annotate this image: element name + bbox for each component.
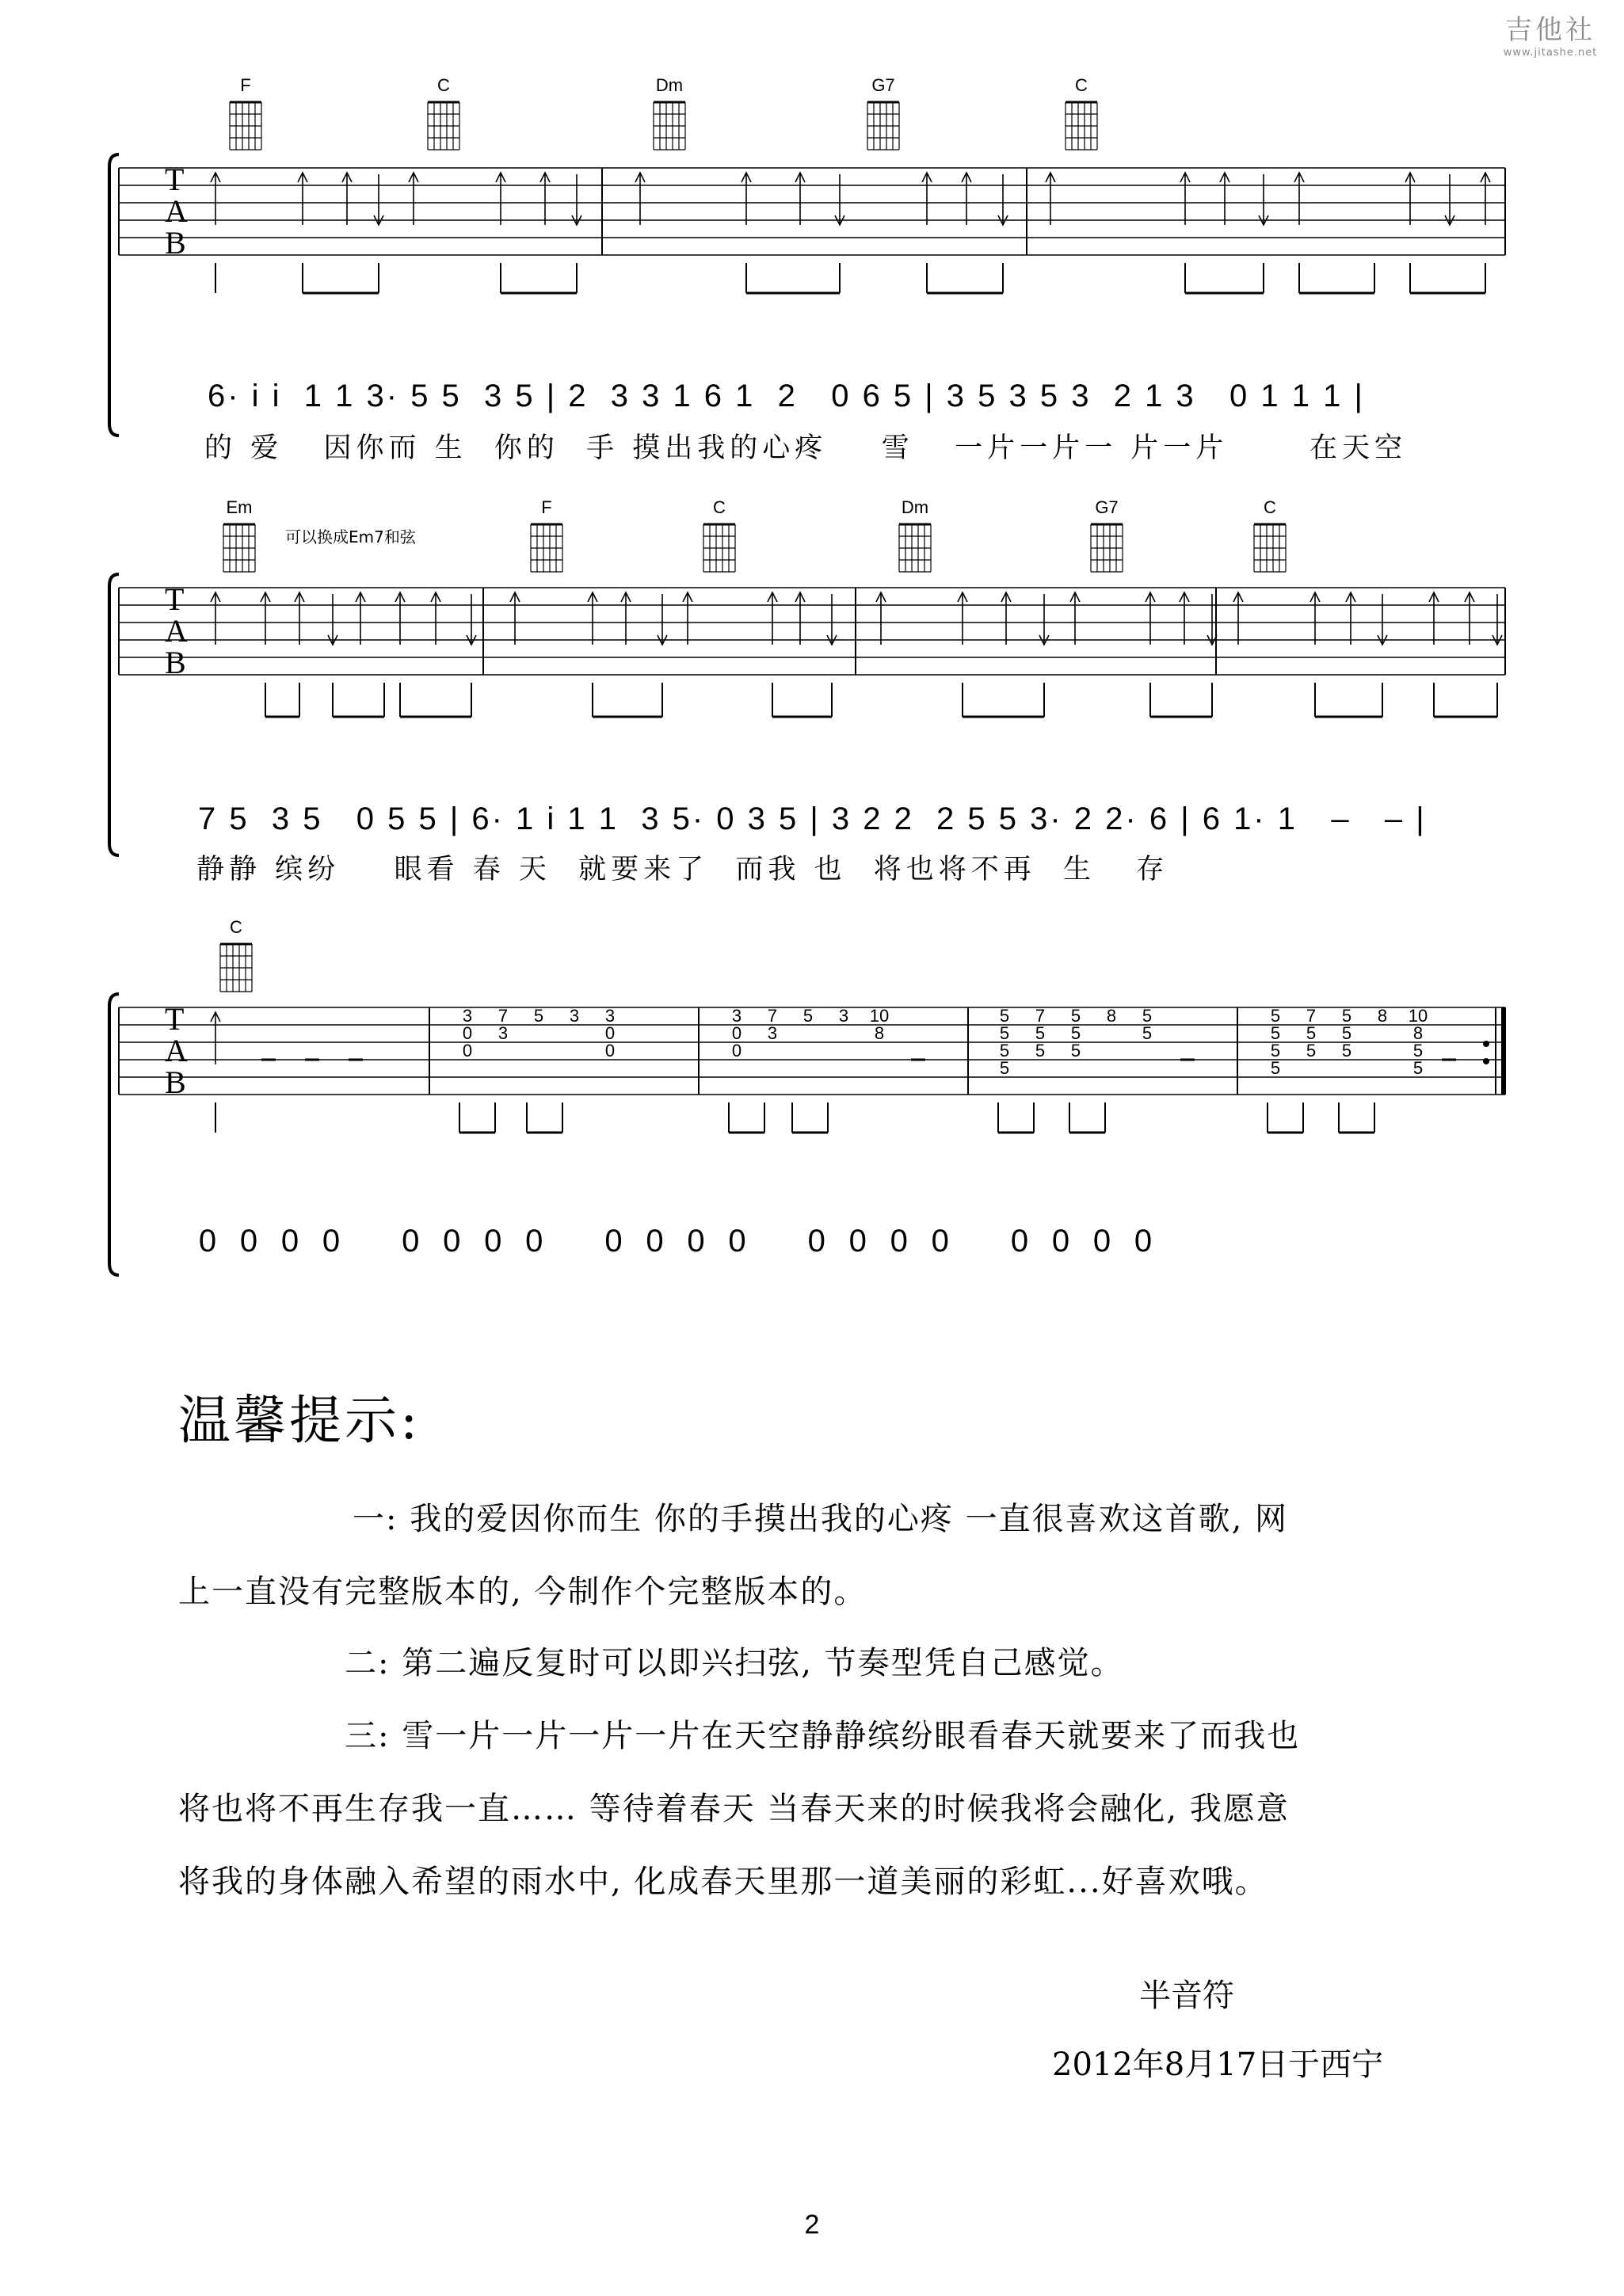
chord-name: G7: [1095, 497, 1119, 517]
tab-fret-number: 5: [1341, 1041, 1352, 1060]
tab-fret-number: 0: [731, 1041, 742, 1060]
tab-clef-letter: T: [165, 581, 185, 617]
tab-fret-number: 10: [869, 1006, 890, 1026]
tab-fret-number: 5: [1412, 1058, 1424, 1078]
tab-fret-number: 0: [604, 1041, 616, 1060]
tab-fret-number: 5: [1306, 1023, 1317, 1043]
tab-fret-number: 3: [731, 1006, 742, 1026]
tips-line: 上一直没有完整版本的, 今制作个完整版本的。: [178, 1574, 867, 1610]
chord-name: C: [230, 917, 242, 937]
rhythm-digit: 0: [525, 1224, 543, 1258]
chord-grid-icon: [212, 938, 260, 1000]
system-bracket: [109, 994, 119, 1275]
tab-fret-number: 3: [838, 1006, 849, 1026]
tab-fret-number: 5: [1142, 1006, 1153, 1026]
author-name: 半音符: [1139, 1978, 1234, 2014]
tab-fret-number: 5: [1035, 1023, 1046, 1043]
chord-name: F: [541, 497, 552, 517]
tab-fret-number: 7: [497, 1006, 509, 1026]
jianpu-notation: 6· i i 1 1 3· 5 5 3 5 | 2 3 3 1 6 1 2 0 6 5 | 3 5 3 5 3 2 1 3 0 1 1 1 |: [208, 379, 1365, 413]
chord-name: C: [1264, 497, 1276, 517]
tab-fret-number: 5: [1306, 1041, 1317, 1060]
rhythm-digit: 0: [890, 1224, 908, 1258]
tips-line: 二: 第二遍反复时可以即兴扫弦, 节奏型凭自己感觉。: [345, 1645, 1124, 1681]
tab-fret-number: 8: [874, 1023, 885, 1043]
tab-fret-number: 10: [1408, 1006, 1428, 1026]
tips-line: 一: 我的爱因你而生 你的手摸出我的心疼 一直很喜欢这首歌, 网: [353, 1501, 1289, 1537]
chord-name: C: [713, 497, 726, 517]
lyrics-line: 静静 缤纷 眼看 春 天 就要来了 而我 也 将也将不再 生 存: [196, 854, 1169, 885]
tab-fret-number: 0: [604, 1023, 616, 1043]
tab-fret-number: 3: [497, 1023, 509, 1043]
tab-fret-number: 5: [533, 1006, 544, 1026]
zero-rhythm-line: [187, 1224, 1164, 1259]
tips-paragraph-3: [178, 1700, 1462, 1918]
repeat-dot: [1483, 1041, 1489, 1047]
tab-fret-number: 5: [1035, 1041, 1046, 1060]
tab-fret-number: 5: [1412, 1041, 1424, 1060]
chord-name: Dm: [655, 75, 684, 95]
chord-remark: 可以换成Em7和弦: [285, 527, 416, 546]
tab-clef-letter: A: [165, 193, 188, 229]
tips-paragraph-1: [178, 1483, 1462, 1628]
rhythm-digit: 0: [402, 1224, 420, 1258]
tab-clef-letter: B: [165, 1064, 186, 1100]
author-date: 2012年8月17日于西宁: [1052, 2047, 1384, 2083]
chord-name: Dm: [901, 497, 929, 517]
tab-fret-number: 0: [731, 1023, 742, 1043]
tab-fret-number: 0: [462, 1023, 473, 1043]
rhythm-digit: 0: [1010, 1224, 1029, 1258]
tab-fret-number: 5: [1270, 1041, 1281, 1060]
rhythm-digit: 0: [198, 1224, 217, 1258]
tab-fret-number: 3: [767, 1023, 778, 1043]
rhythm-digit: 0: [728, 1224, 746, 1258]
rhythm-digit: 0: [646, 1224, 664, 1258]
tab-fret-number: 5: [1070, 1006, 1081, 1026]
tab-fret-number: 5: [1270, 1058, 1281, 1078]
tab-fret-number: 5: [1341, 1006, 1352, 1026]
tab-fret-number: 7: [1306, 1006, 1317, 1026]
rhythm-digit: 0: [484, 1224, 502, 1258]
rhythm-digit: 0: [443, 1224, 461, 1258]
lyrics-line: 的 爱 因你而 生 你的 手 摸出我的心疼 雪 一片一片一 片一片 在天空: [204, 432, 1408, 464]
jianpu-notation: 7 5 3 5 0 5 5 | 6· 1 i 1 1 3 5· 0 3 5 | 3 2 2 2 5 5 3· 2 2· 6 | 6 1· 1 – – |: [198, 802, 1427, 836]
tab-fret-number: 8: [1106, 1006, 1117, 1026]
tips-line: 将也将不再生存我一直…… 等待着春天 当春天来的时候我将会融化, 我愿意: [178, 1791, 1290, 1827]
rhythm-digit: 0: [807, 1224, 825, 1258]
rhythm-digit: 0: [1051, 1224, 1070, 1258]
tab-fret-number: 5: [1070, 1023, 1081, 1043]
tab-clef-letter: B: [165, 645, 186, 680]
tab-clef-letter: B: [165, 225, 186, 261]
tab-fret-number: 5: [999, 1006, 1010, 1026]
chord-name: F: [240, 75, 251, 95]
chord-name: C: [437, 75, 450, 95]
rhythm-digit: 0: [931, 1224, 949, 1258]
rhythm-digit: 0: [604, 1224, 623, 1258]
chord-name: Em: [226, 497, 253, 517]
tab-fret-number: 8: [1377, 1006, 1388, 1026]
rhythm-digit: 0: [280, 1224, 299, 1258]
chord-name: G7: [871, 75, 895, 95]
rhythm-digit: 0: [1092, 1224, 1111, 1258]
tab-fret-number: 8: [1412, 1023, 1424, 1043]
watermark-url: www.jitashe.net: [1503, 47, 1598, 59]
watermark-brand: 吉他社: [1505, 14, 1595, 46]
tab-fret-number: 3: [569, 1006, 580, 1026]
tips-line: 三: 雪一片一片一片一片在天空静静缤纷眼看春天就要来了而我也: [345, 1718, 1301, 1754]
repeat-dot: [1483, 1058, 1489, 1064]
page-number: 2: [804, 2210, 820, 2240]
tab-fret-number: 5: [999, 1058, 1010, 1078]
rhythm-digit: 0: [1134, 1224, 1153, 1258]
tab-fret-number: 5: [1270, 1023, 1281, 1043]
tab-fret-number: 5: [802, 1006, 814, 1026]
tab-clef-letter: T: [165, 1001, 185, 1037]
tab-fret-number: 7: [767, 1006, 778, 1026]
chord-name: C: [1075, 75, 1088, 95]
tab-fret-number: 3: [604, 1006, 616, 1026]
chord-diagram-c: [204, 917, 268, 1000]
tab-clef-letter: A: [165, 613, 188, 649]
tab-fret-number: 5: [1142, 1023, 1153, 1043]
tab-fret-number: 5: [999, 1023, 1010, 1043]
tab-clef-letter: T: [165, 162, 185, 197]
tab-fret-number: 0: [462, 1041, 473, 1060]
tab-fret-number: 7: [1035, 1006, 1046, 1026]
tab-fret-number: 3: [462, 1006, 473, 1026]
tab-clef-letter: A: [165, 1033, 188, 1068]
tips-line: 将我的身体融入希望的雨水中, 化成春天里那一道美丽的彩虹...好喜欢哦。: [178, 1864, 1268, 1900]
tips-paragraph-2: [178, 1627, 1462, 1700]
tab-fret-number: 5: [999, 1041, 1010, 1060]
rhythm-digit: 0: [322, 1224, 341, 1258]
tab-fret-number: 5: [1270, 1006, 1281, 1026]
rhythm-digit: 0: [848, 1224, 867, 1258]
tips-title: 温馨提示:: [178, 1390, 421, 1451]
rhythm-digit: 0: [239, 1224, 258, 1258]
rhythm-digit: 0: [687, 1224, 705, 1258]
tab-fret-number: 5: [1070, 1041, 1081, 1060]
tab-fret-number: 5: [1341, 1023, 1352, 1043]
